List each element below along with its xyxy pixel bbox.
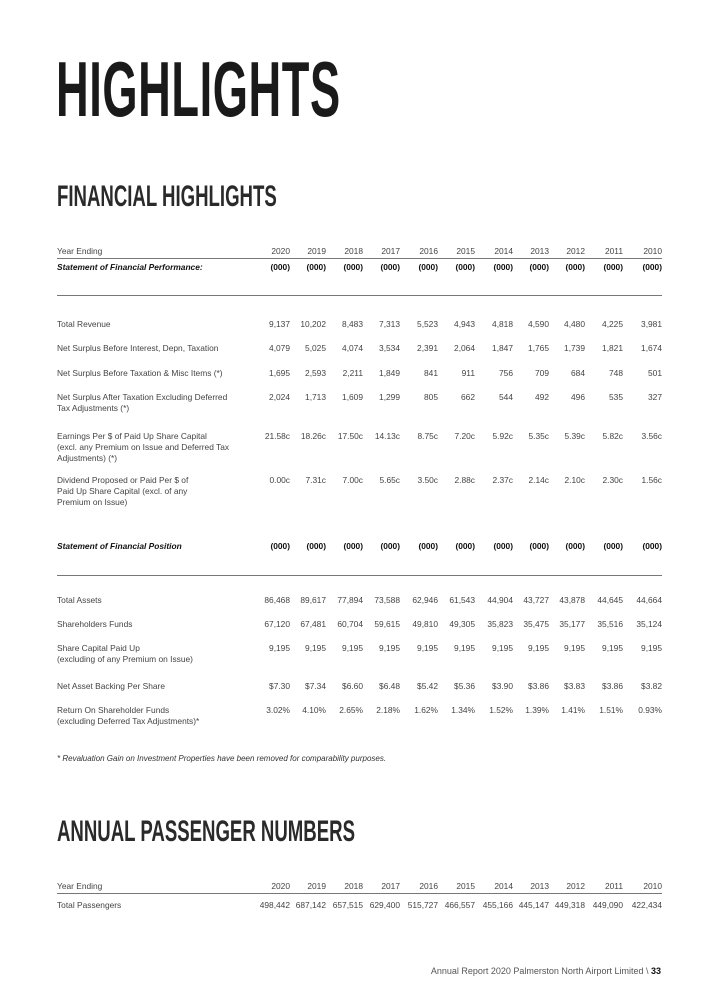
row-label: Year Ending — [57, 246, 103, 256]
cell-value: (000) — [642, 262, 662, 272]
cell-value: (000) — [380, 541, 400, 551]
cell-value: 60,704 — [337, 619, 363, 629]
cell-value: $3.83 — [564, 681, 585, 691]
page-title: HIGHLIGHTS — [56, 45, 341, 133]
cell-value: 466,557 — [444, 900, 475, 910]
cell-value: 44,645 — [597, 595, 623, 605]
cell-value: (000) — [306, 541, 326, 551]
cell-value: 1,299 — [379, 392, 400, 402]
cell-value: 9,195 — [379, 643, 400, 653]
cell-value: 7.31c — [305, 475, 326, 485]
cell-value: 515,727 — [407, 900, 438, 910]
cell-value: (000) — [603, 262, 623, 272]
cell-value: 49,810 — [412, 619, 438, 629]
cell-value: 9,137 — [269, 319, 290, 329]
row-label: Statement of Financial Position — [57, 541, 182, 551]
cell-value: 2.65% — [339, 705, 363, 715]
cell-value: 2,391 — [417, 343, 438, 353]
cell-value: $3.90 — [492, 681, 513, 691]
row-label: Dividend Proposed or Paid Per $ of Paid Up Share Capital (excl. of any Premium on Issue) — [57, 475, 189, 507]
cell-value: 5.35c — [528, 431, 549, 441]
cell-value: 684 — [571, 368, 585, 378]
cell-value: $6.48 — [379, 681, 400, 691]
cell-value: 2014 — [494, 246, 513, 256]
cell-value: $6.60 — [342, 681, 363, 691]
row-label: Net Surplus Before Interest, Depn, Taxation — [57, 343, 219, 353]
cell-value: 5.92c — [492, 431, 513, 441]
cell-value: 2015 — [456, 246, 475, 256]
cell-value: 1.52% — [489, 705, 513, 715]
cell-value: 9,195 — [602, 643, 623, 653]
cell-value: 1,765 — [528, 343, 549, 353]
cell-value: 9,195 — [417, 643, 438, 653]
cell-value: (000) — [642, 541, 662, 551]
cell-value: 2017 — [381, 881, 400, 891]
cell-value: 841 — [424, 368, 438, 378]
cell-value: 2020 — [271, 881, 290, 891]
cell-value: 3,981 — [641, 319, 662, 329]
cell-value: 1.51% — [599, 705, 623, 715]
cell-value: 44,664 — [636, 595, 662, 605]
cell-value: 449,318 — [554, 900, 585, 910]
cell-value: 5.82c — [602, 431, 623, 441]
cell-value: 4,079 — [269, 343, 290, 353]
cell-value: 35,177 — [559, 619, 585, 629]
cell-value: $7.30 — [269, 681, 290, 691]
cell-value: 35,475 — [523, 619, 549, 629]
cell-value: 4,225 — [602, 319, 623, 329]
cell-value: 3.02% — [266, 705, 290, 715]
cell-value: 7,313 — [379, 319, 400, 329]
cell-value: 1,674 — [641, 343, 662, 353]
cell-value: 35,516 — [597, 619, 623, 629]
cell-value: 0.93% — [638, 705, 662, 715]
cell-value: 1,821 — [602, 343, 623, 353]
cell-value: 1.39% — [525, 705, 549, 715]
cell-value: 544 — [499, 392, 513, 402]
row-label: Statement of Financial Performance: — [57, 262, 203, 272]
cell-value: 89,617 — [300, 595, 326, 605]
cell-value: 657,515 — [332, 900, 363, 910]
cell-value: 3,534 — [379, 343, 400, 353]
cell-value: 9,195 — [269, 643, 290, 653]
cell-value: 2010 — [643, 881, 662, 891]
cell-value: (000) — [493, 541, 513, 551]
cell-value: 1.41% — [561, 705, 585, 715]
row-label: Return On Shareholder Funds (excluding Deferred Tax Adjustments)* — [57, 705, 200, 726]
cell-value: 2017 — [381, 246, 400, 256]
cell-value: 1,609 — [342, 392, 363, 402]
cell-value: 49,305 — [449, 619, 475, 629]
cell-value: (000) — [343, 541, 363, 551]
cell-value: 67,481 — [300, 619, 326, 629]
cell-value: 2,593 — [305, 368, 326, 378]
cell-value: (000) — [380, 262, 400, 272]
cell-value: 59,615 — [374, 619, 400, 629]
cell-value: 8.75c — [417, 431, 438, 441]
cell-value: 2012 — [566, 881, 585, 891]
cell-value: (000) — [529, 541, 549, 551]
cell-value: $7.34 — [305, 681, 326, 691]
cell-value: 662 — [461, 392, 475, 402]
cell-value: 17.50c — [337, 431, 363, 441]
cell-value: 9,195 — [492, 643, 513, 653]
cell-value: 62,946 — [412, 595, 438, 605]
cell-value: 77,894 — [337, 595, 363, 605]
cell-value: 3.56c — [641, 431, 662, 441]
row-label: Share Capital Paid Up (excluding of any Premium on Issue) — [57, 643, 193, 664]
cell-value: 492 — [535, 392, 549, 402]
cell-value: 2015 — [456, 881, 475, 891]
cell-value: 9,195 — [641, 643, 662, 653]
cell-value: 2.10c — [564, 475, 585, 485]
cell-value: 709 — [535, 368, 549, 378]
cell-value: 14.13c — [374, 431, 400, 441]
row-label: Shareholders Funds — [57, 619, 133, 629]
divider — [57, 295, 662, 296]
cell-value: 2010 — [643, 246, 662, 256]
cell-value: 911 — [461, 368, 475, 378]
cell-value: (000) — [493, 262, 513, 272]
cell-value: 2019 — [307, 881, 326, 891]
cell-value: 2018 — [344, 881, 363, 891]
row-label: Earnings Per $ of Paid Up Share Capital (excl. any Premium on Issue and Deferred Tax Adjustments) (*) — [57, 431, 230, 463]
cell-value: 2019 — [307, 246, 326, 256]
cell-value: (000) — [455, 541, 475, 551]
cell-value: (000) — [603, 541, 623, 551]
annual-passenger-numbers-heading: ANNUAL PASSENGER NUMBERS — [57, 815, 355, 848]
cell-value: 2011 — [604, 881, 623, 891]
cell-value: (000) — [529, 262, 549, 272]
cell-value: 2012 — [566, 246, 585, 256]
financial-highlights-heading: FINANCIAL HIGHLIGHTS — [57, 180, 277, 213]
cell-value: 2,211 — [342, 368, 363, 378]
cell-value: 5,025 — [305, 343, 326, 353]
cell-value: $3.86 — [528, 681, 549, 691]
cell-value: 9,195 — [564, 643, 585, 653]
cell-value: 4.10% — [302, 705, 326, 715]
cell-value: 9,195 — [528, 643, 549, 653]
cell-value: $3.86 — [602, 681, 623, 691]
cell-value: 9,195 — [454, 643, 475, 653]
cell-value: 629,400 — [369, 900, 400, 910]
cell-value: 35,124 — [636, 619, 662, 629]
cell-value: 4,818 — [492, 319, 513, 329]
cell-value: 2014 — [494, 881, 513, 891]
cell-value: 422,434 — [631, 900, 662, 910]
cell-value: (000) — [418, 541, 438, 551]
cell-value: 2.88c — [454, 475, 475, 485]
cell-value: 4,074 — [342, 343, 363, 353]
cell-value: 7.20c — [454, 431, 475, 441]
cell-value: 1,849 — [379, 368, 400, 378]
cell-value: 18.26c — [300, 431, 326, 441]
footer-text: Annual Report 2020 Palmerston North Airport Limited \ — [430, 966, 649, 976]
cell-value: 35,823 — [487, 619, 513, 629]
divider — [57, 258, 662, 259]
cell-value: (000) — [565, 541, 585, 551]
cell-value: 4,943 — [454, 319, 475, 329]
cell-value: 2011 — [604, 246, 623, 256]
row-label: Year Ending — [57, 881, 103, 891]
cell-value: 5.65c — [379, 475, 400, 485]
cell-value: 455,166 — [482, 900, 513, 910]
page-footer — [431, 966, 661, 976]
divider — [57, 575, 662, 576]
cell-value: (000) — [418, 262, 438, 272]
cell-value: 9,195 — [342, 643, 363, 653]
cell-value: $5.36 — [454, 681, 475, 691]
cell-value: 2.18% — [376, 705, 400, 715]
cell-value: (000) — [455, 262, 475, 272]
cell-value: 449,090 — [592, 900, 623, 910]
cell-value: 8,483 — [342, 319, 363, 329]
cell-value: 748 — [609, 368, 623, 378]
cell-value: (000) — [270, 541, 290, 551]
row-label: Net Surplus Before Taxation & Misc Items (*) — [57, 368, 223, 378]
cell-value: 805 — [424, 392, 438, 402]
row-label: Total Passengers — [57, 900, 122, 910]
cell-value: 2016 — [419, 881, 438, 891]
cell-value: 5.39c — [564, 431, 585, 441]
cell-value: 496 — [571, 392, 585, 402]
cell-value: $5.42 — [417, 681, 438, 691]
row-label: Net Asset Backing Per Share — [57, 681, 165, 691]
cell-value: 687,142 — [295, 900, 326, 910]
footnote: * Revaluation Gain on Investment Properties have been removed for comparability purposes. — [57, 754, 387, 763]
cell-value: (000) — [343, 262, 363, 272]
cell-value: 73,588 — [374, 595, 400, 605]
cell-value: 756 — [499, 368, 513, 378]
cell-value: 7.00c — [342, 475, 363, 485]
cell-value: 2020 — [271, 246, 290, 256]
cell-value: 5,523 — [417, 319, 438, 329]
cell-value: 0.00c — [269, 475, 290, 485]
cell-value: 2.30c — [602, 475, 623, 485]
cell-value: (000) — [306, 262, 326, 272]
cell-value: 86,468 — [264, 595, 290, 605]
cell-value: 21.58c — [264, 431, 290, 441]
cell-value: $3.82 — [641, 681, 662, 691]
cell-value: 2.37c — [492, 475, 513, 485]
cell-value: 4,480 — [564, 319, 585, 329]
cell-value: 67,120 — [264, 619, 290, 629]
cell-value: 1.62% — [414, 705, 438, 715]
cell-value: 2013 — [530, 246, 549, 256]
cell-value: 501 — [648, 368, 662, 378]
cell-value: 43,878 — [559, 595, 585, 605]
cell-value: 43,727 — [523, 595, 549, 605]
cell-value: 61,543 — [449, 595, 475, 605]
cell-value: 4,590 — [528, 319, 549, 329]
cell-value: (000) — [270, 262, 290, 272]
cell-value: 3.50c — [417, 475, 438, 485]
cell-value: 498,442 — [259, 900, 290, 910]
cell-value: 1,695 — [269, 368, 290, 378]
divider — [57, 893, 662, 894]
cell-value: 327 — [648, 392, 662, 402]
cell-value: 2016 — [419, 246, 438, 256]
cell-value: 9,195 — [305, 643, 326, 653]
cell-value: 2,064 — [454, 343, 475, 353]
cell-value: (000) — [565, 262, 585, 272]
row-label: Total Assets — [57, 595, 102, 605]
row-label: Total Revenue — [57, 319, 111, 329]
page-number: 33 — [650, 966, 661, 976]
cell-value: 10,202 — [300, 319, 326, 329]
cell-value: 535 — [609, 392, 623, 402]
cell-value: 1.56c — [641, 475, 662, 485]
cell-value: 44,904 — [487, 595, 513, 605]
cell-value: 1.34% — [451, 705, 475, 715]
cell-value: 445,147 — [518, 900, 549, 910]
cell-value: 2018 — [344, 246, 363, 256]
cell-value: 1,713 — [305, 392, 326, 402]
cell-value: 2.14c — [528, 475, 549, 485]
cell-value: 1,739 — [564, 343, 585, 353]
cell-value: 1,847 — [492, 343, 513, 353]
cell-value: 2,024 — [269, 392, 290, 402]
cell-value: 2013 — [530, 881, 549, 891]
row-label: Net Surplus After Taxation Excluding Deferred Tax Adjustments (*) — [57, 392, 228, 413]
